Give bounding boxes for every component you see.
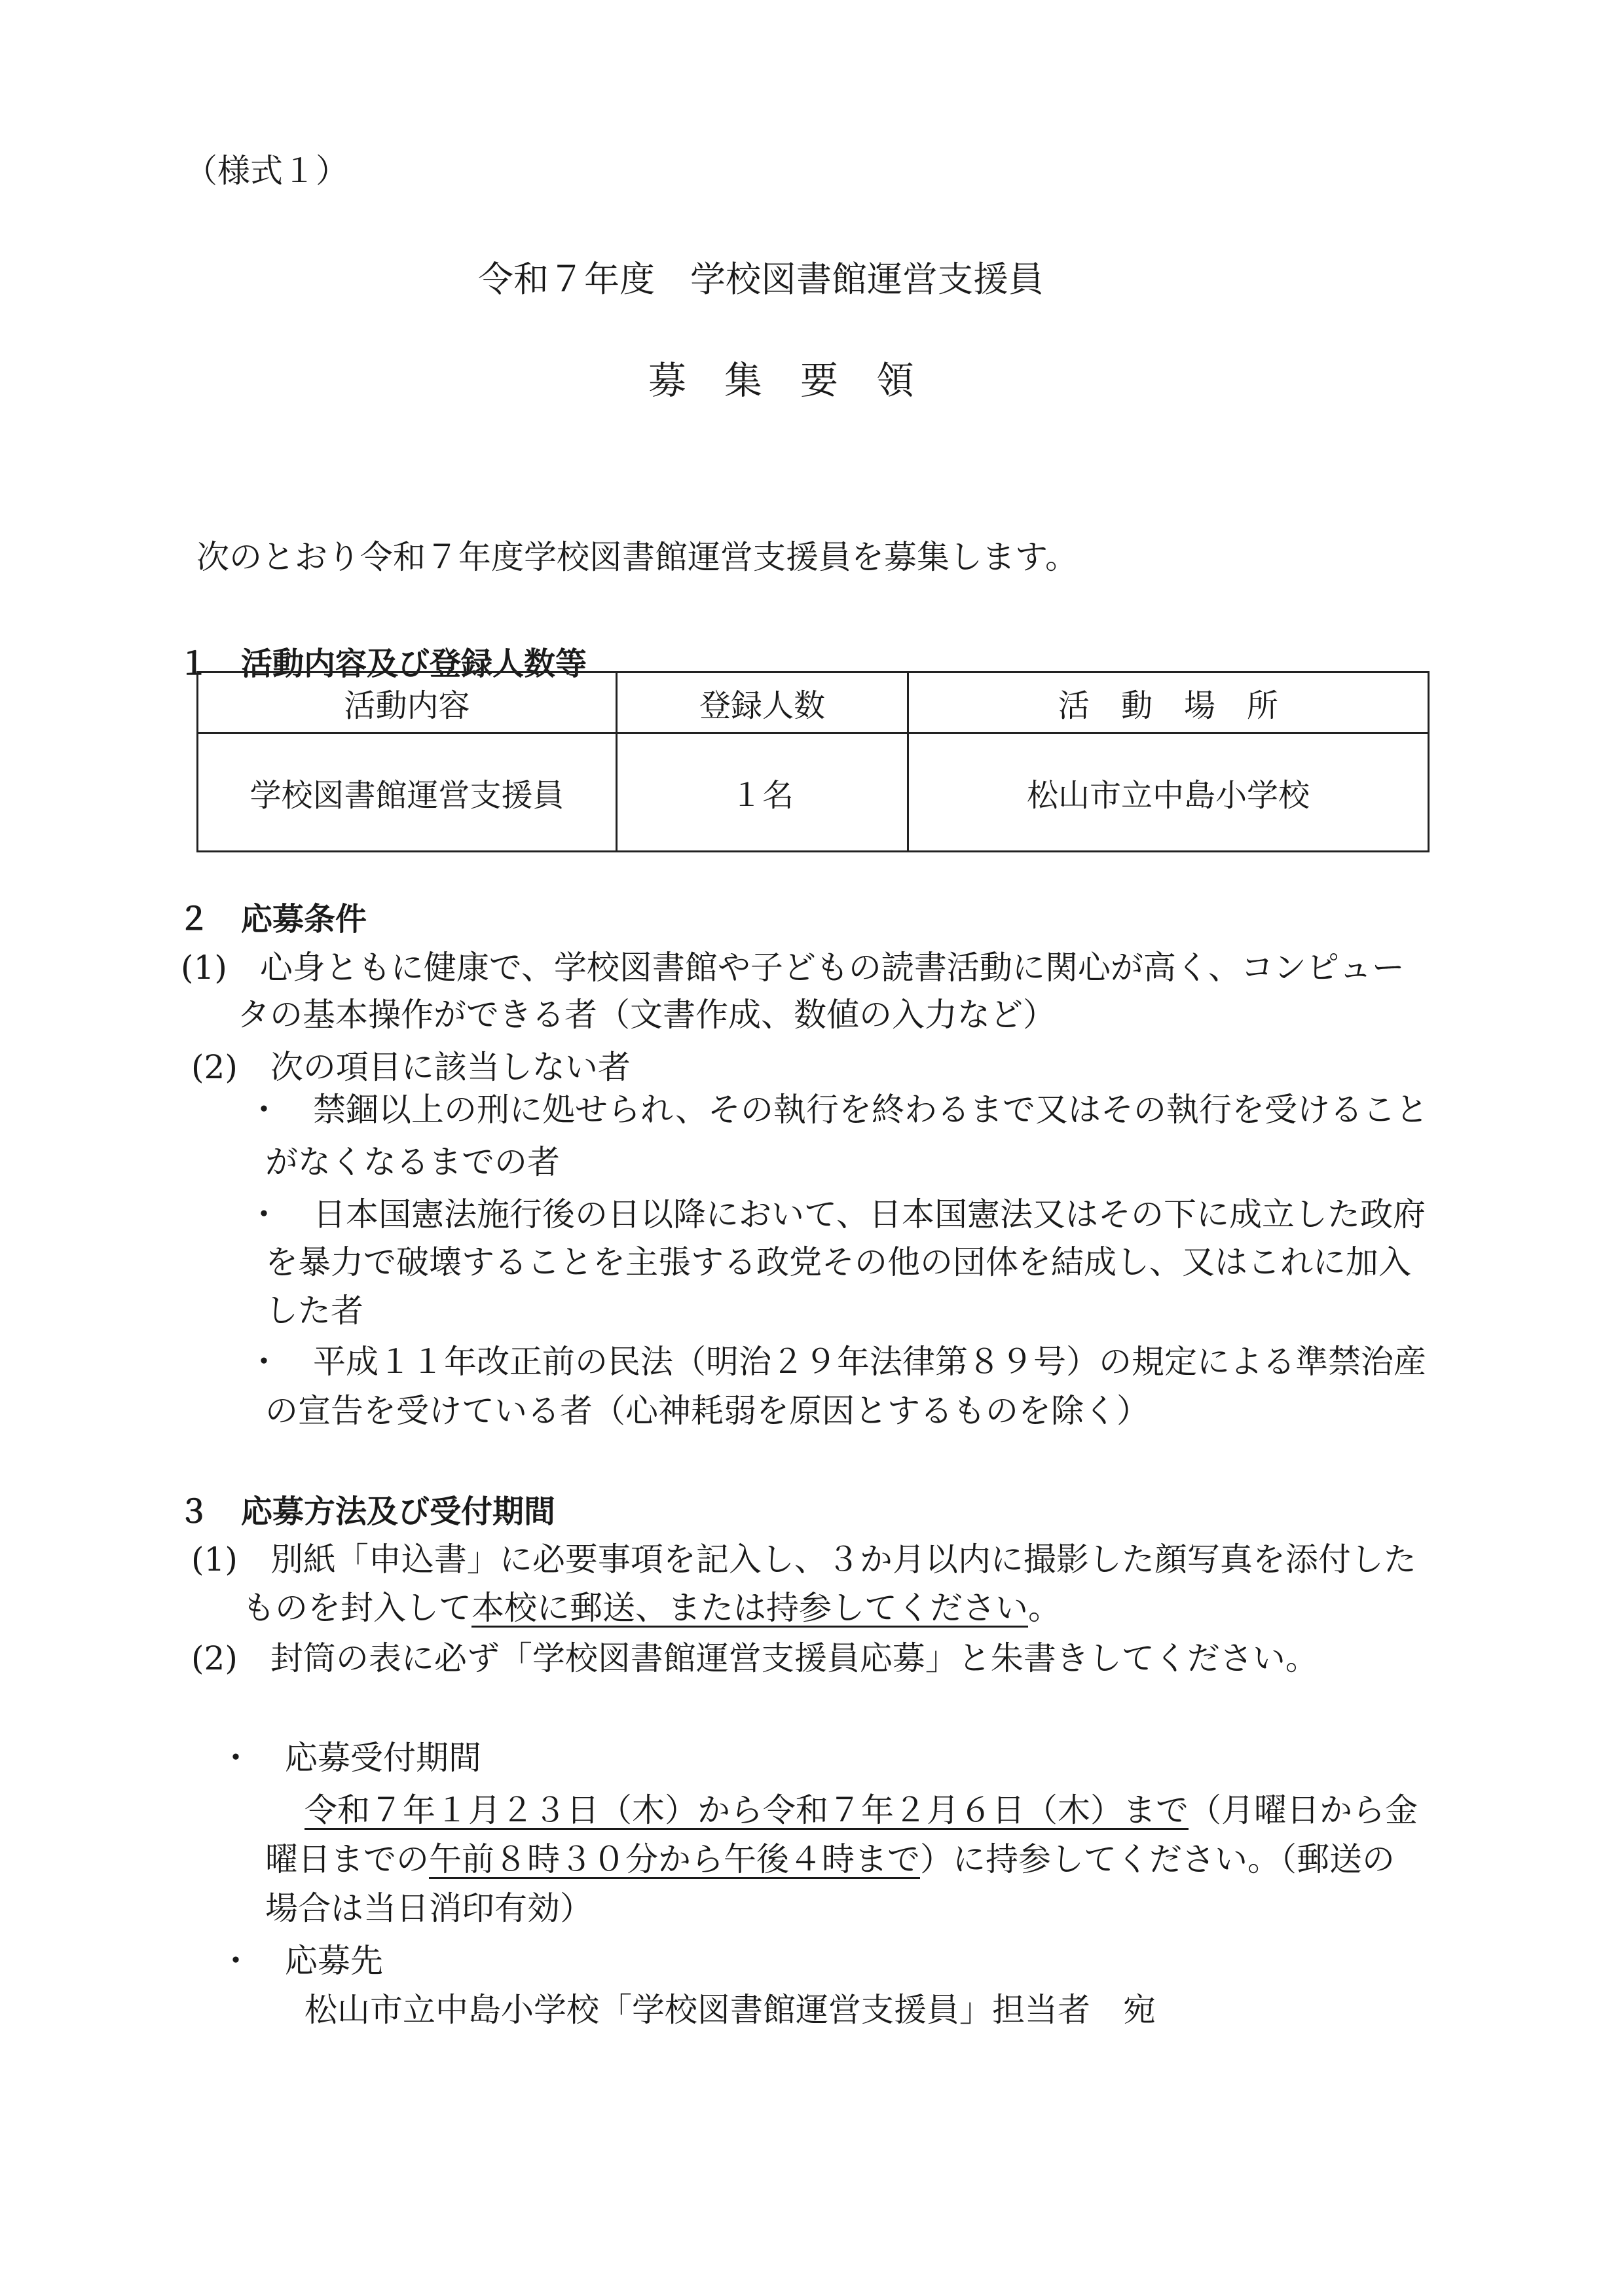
disqualification-3-line2: の宣告を受けている者（心神耗弱を原因とするものを除く） (265, 1392, 1149, 1430)
header-activity: 活動内容 (198, 672, 617, 733)
disqualification-1-line2: がなくなるまでの者 (265, 1143, 560, 1181)
disqualification-1-line1: ・ 禁錮以上の刑に処せられ、その執行を終わるまで又はその執行を受けること (248, 1091, 1428, 1129)
cell-activity: 学校図書館運営支援員 (198, 733, 617, 852)
header-location: 活 動 場 所 (908, 672, 1429, 733)
intro-text: 次のとおり令和７年度学校図書館運営支援員を募集します。 (196, 538, 1078, 576)
disqualification-3-line1: ・ 平成１１年改正前の民法（明治２９年法律第８９号）の規定による準禁治産 (248, 1343, 1426, 1381)
destination-value: 松山市立中島小学校「学校図書館運営支援員」担当者 宛 (304, 1991, 1156, 2029)
disqualification-2-line3: した者 (265, 1292, 363, 1330)
section3-heading: ３ 応募方法及び受付期間 (178, 1493, 556, 1530)
section1-heading: １ 活動内容及び登録人数等 (178, 646, 587, 682)
document-title: 令和７年度 学校図書館運営支援員 (478, 259, 1044, 300)
period-line2: 曜日までの午前８時３０分から午後４時まで）に持参してください。（郵送の (265, 1840, 1395, 1878)
header-count: 登録人数 (617, 672, 908, 733)
disqualification-2-line2: を暴力で破壊することを主張する政党その他の団体を結成し、又はこれに加入 (265, 1243, 1411, 1281)
cell-location: 松山市立中島小学校 (908, 733, 1429, 852)
condition-2: (2) 次の項目に該当しない者 (191, 1048, 631, 1086)
period-line3: 場合は当日消印有効） (265, 1889, 593, 1927)
period-hours: 午前８時３０分から午後４時まで (429, 1840, 920, 1878)
period-dates: 令和７年１月２３日（木）から令和７年２月６日（木）まで (304, 1791, 1189, 1829)
disqualification-2-line1: ・ 日本国憲法施行後の日以降において、日本国憲法又はその下に成立した政府 (248, 1195, 1426, 1233)
period-label: ・ 応募受付期間 (219, 1739, 481, 1777)
condition-1-line2: タの基本操作ができる者（文書作成、数値の入力など） (237, 996, 1056, 1034)
table-header-row (198, 672, 1429, 733)
section2-heading: ２ 応募条件 (178, 901, 367, 938)
form-label: （様式１） (185, 152, 348, 190)
method-2: (2) 封筒の表に必ず「学校図書館運営支援員応募」と朱書きしてください。 (191, 1639, 1318, 1677)
period-line1: 令和７年１月２３日（木）から令和７年２月６日（木）まで（月曜日から金 (304, 1791, 1418, 1829)
recruitment-table (196, 671, 1430, 852)
cell-count: １名 (617, 733, 908, 852)
document-subtitle: 募集要領 (648, 358, 953, 403)
method-1-line2: ものを封入して本校に郵送、または持参してください。 (242, 1589, 1061, 1627)
table-row (198, 733, 1429, 852)
destination-label: ・ 応募先 (219, 1942, 383, 1980)
underlined-instruction: 本校に郵送、または持参してください (471, 1589, 1028, 1627)
condition-1-line1: (1) 心身ともに健康で、学校図書館や子どもの読書活動に関心が高く、コンピュー (181, 949, 1405, 987)
method-1-line1: (1) 別紙「申込書」に必要事項を記入し、３か月以内に撮影した顔写真を添付した (191, 1540, 1416, 1578)
